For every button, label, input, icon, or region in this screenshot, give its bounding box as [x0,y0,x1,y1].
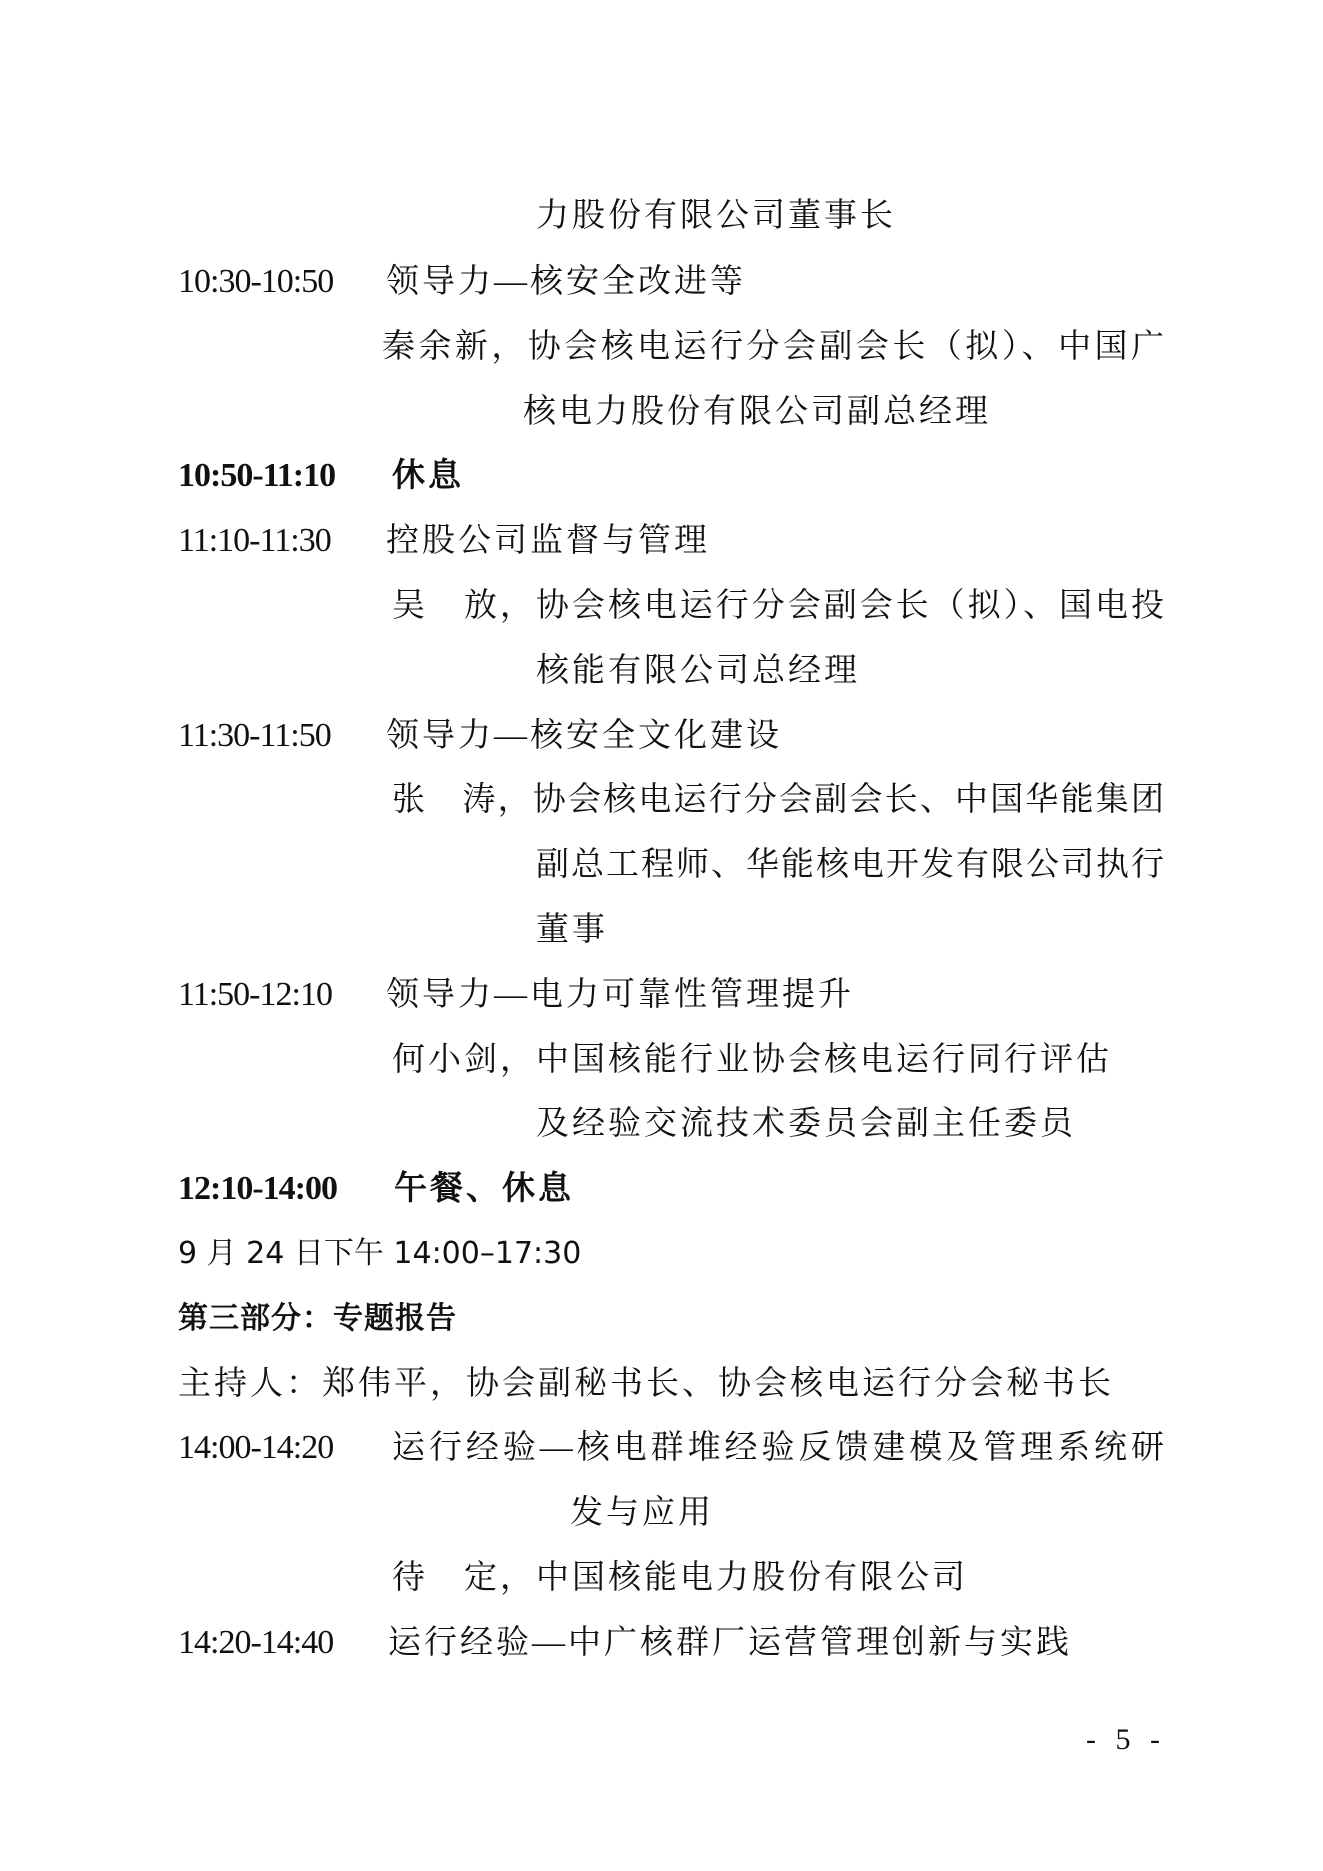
session-title: 领导力—核安全改进等 [386,264,746,300]
host-line: 主持人：郑伟平，协会副秘书长、协会核电运行分会秘书长 [178,1366,1114,1402]
session-time: 11:10-11:30 [178,522,331,559]
session-speaker: 吴 放，协会核电运行分会副会长（拟）、国电投 [392,588,1164,624]
break-time: 10:50-11:10 [178,457,336,494]
speaker-continuation: 副总工程师、华能核电开发有限公司执行 [536,847,1164,883]
break-title: 午餐、休息 [394,1171,574,1207]
session-title: 运行经验—中广核群厂运营管理创新与实践 [388,1625,1072,1661]
page-number: - 5 - [1086,1723,1166,1756]
session-speaker: 待 定，中国核能电力股份有限公司 [392,1560,968,1596]
session-title: 控股公司监督与管理 [386,523,710,559]
session-time: 11:50-12:10 [178,976,332,1013]
session-time: 14:20-14:40 [178,1624,334,1661]
speaker-continuation: 核电力股份有限公司副总经理 [523,394,991,430]
session-time: 10:30-10:50 [178,263,334,300]
part-heading: 第三部分：专题报告 [178,1301,457,1336]
session-title: 运行经验—核电群堆经验反馈建模及管理系统研 [392,1430,1164,1466]
session-speaker: 秦余新，协会核电运行分会副会长（拟）、中国广 [382,329,1164,365]
speaker-continuation: 力股份有限公司董事长 [536,198,896,234]
session-title: 领导力—电力可靠性管理提升 [386,977,854,1013]
speaker-continuation: 董事 [536,912,608,948]
speaker-continuation: 核能有限公司总经理 [536,653,860,689]
break-title: 休息 [392,458,464,494]
session-speaker: 张 涛，协会核电运行分会副会长、中国华能集团 [392,782,1164,818]
speaker-continuation: 及经验交流技术委员会副主任委员 [536,1106,1076,1142]
session-time: 14:00-14:20 [178,1429,334,1466]
date-heading: 9 月 24 日下午 14:00–17:30 [178,1236,582,1271]
session-speaker: 何小剑，中国核能行业协会核电运行同行评估 [392,1042,1112,1078]
session-title-continuation: 发与应用 [570,1495,714,1531]
break-time: 12:10-14:00 [178,1170,337,1207]
session-title: 领导力—核安全文化建设 [386,718,782,754]
session-time: 11:30-11:50 [178,717,331,754]
